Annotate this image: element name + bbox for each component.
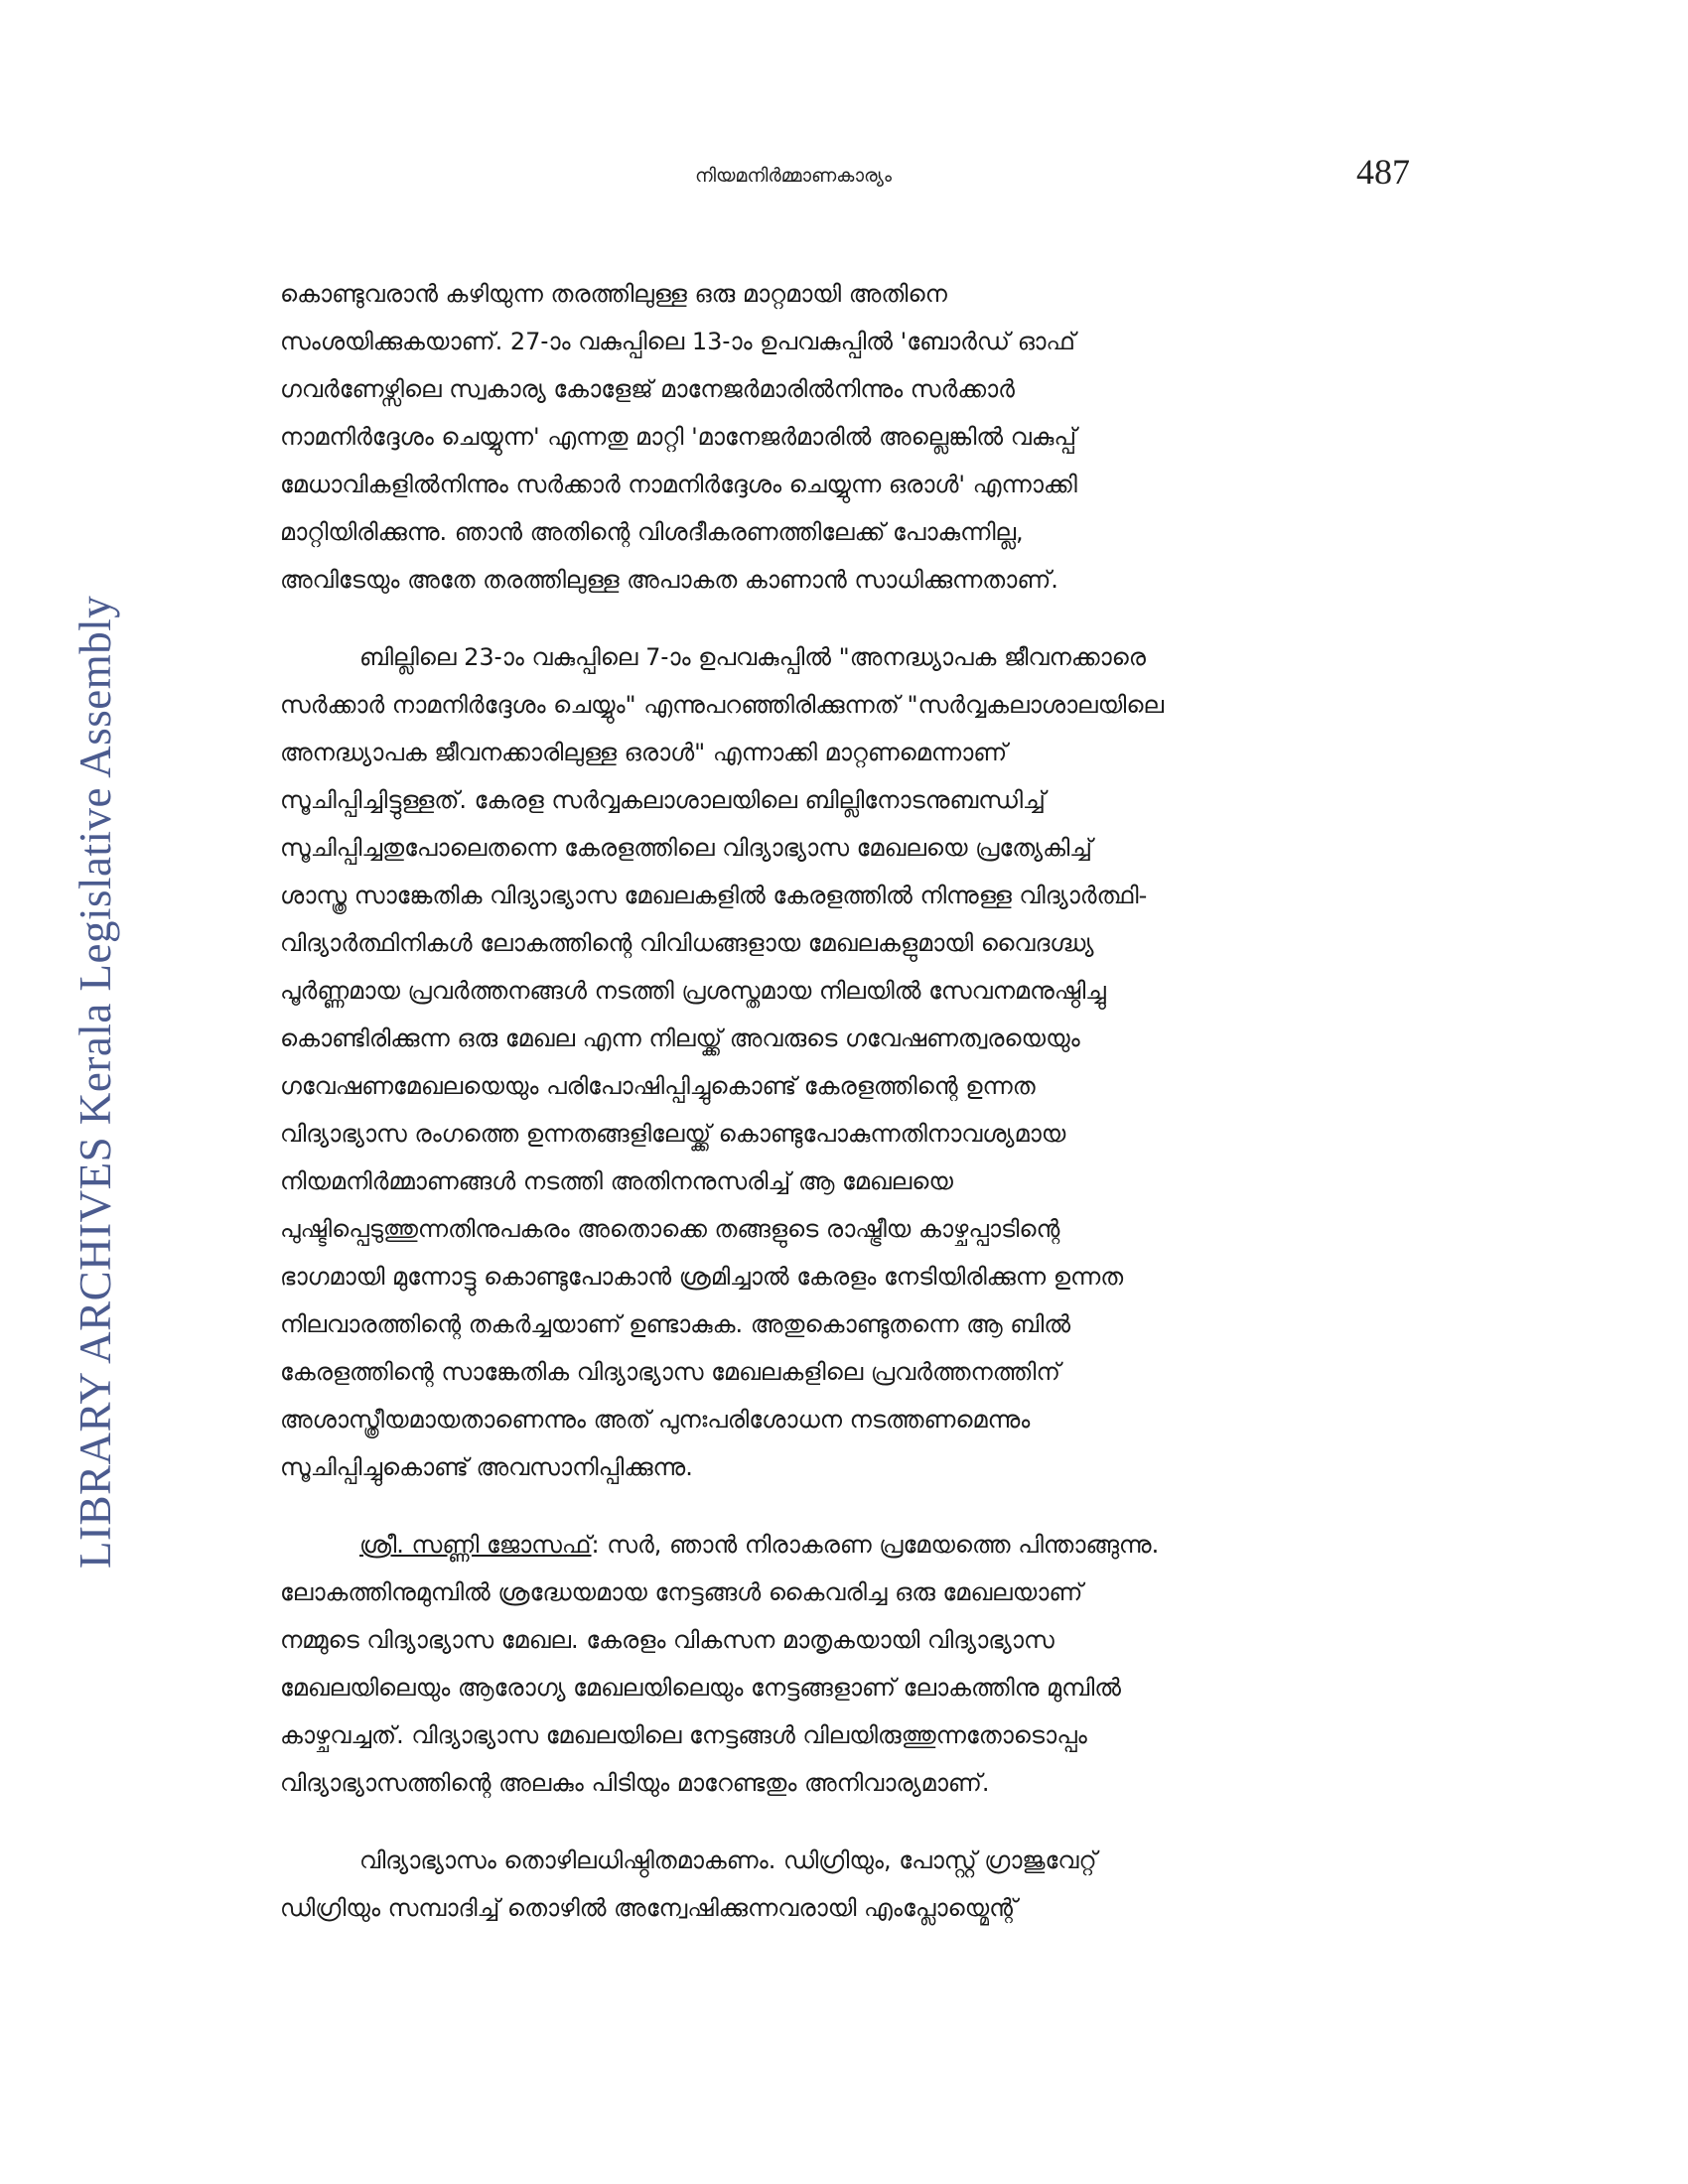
text-line: മേധാവികളിൽനിന്നും സർക്കാർ നാമനിർദ്ദേശം ചെയ്യുന്ന ഒരാൾ' എന്നാക്കി bbox=[280, 471, 1077, 498]
speaker-name: ശ്രീ. സണ്ണി ജോസഫ് bbox=[359, 1531, 592, 1559]
text-line: വിദ്യാഭ്യാസ രംഗത്തെ ഉന്നതങ്ങളിലേയ്ക്ക് കൊണ്ടുപോകുന്നതിനാവശ്യമായ bbox=[280, 1120, 1066, 1148]
text-line: ശാസ്ത്ര സാങ്കേതിക വിദ്യാഭ്യാസ മേഖലകളിൽ കേരളത്തിൽ നിന്നുള്ള വിദ്യാർത്ഥി- bbox=[280, 882, 1148, 909]
text-line: മേഖലയിലെയും ആരോഗ്യ മേഖലയിലെയും നേട്ടങ്ങളാണ് ലോകത്തിനു മുമ്പിൽ bbox=[280, 1674, 1122, 1702]
text-line: നമ്മുടെ വിദ്യാഭ്യാസ മേഖല. കേരളം വികസന മാതൃകയായി വിദ്യാഭ്യാസ bbox=[280, 1626, 1055, 1654]
text-line: നാമനിർദ്ദേശം ചെയ്യുന്ന' എന്നതു മാറ്റി 'മാനേജർമാരിൽ അല്ലെങ്കിൽ വകുപ്പ് bbox=[280, 423, 1077, 451]
text-line: അനദ്ധ്യാപക ജീവനക്കാരിലുള്ള ഒരാൾ" എന്നാക്കി മാറ്റണമെന്നാണ് bbox=[280, 739, 1008, 766]
text-line: ബില്ലിലെ 23-ാം വകുപ്പിലെ 7-ാം ഉപവകുപ്പിൽ "അനദ്ധ്യാപക ജീവനക്കാരെ bbox=[359, 643, 1146, 671]
text-line: കൊണ്ടിരിക്കുന്ന ഒരു മേഖല എന്ന നിലയ്ക്ക് അവരുടെ ഗവേഷണത്വരയെയും bbox=[280, 1024, 1080, 1052]
text-line: നിയമനിർമ്മാണങ്ങൾ നടത്തി അതിനനുസരിച്ച് ആ മേഖലയെ bbox=[280, 1167, 953, 1195]
text-line: മാറ്റിയിരിക്കുന്നു. ഞാൻ അതിന്റെ വിശദീകരണത്തിലേക്ക് പോകുന്നില്ല, bbox=[280, 518, 1024, 546]
paragraph-1 bbox=[280, 270, 1402, 604]
text-line: വിദ്യാഭ്യാസത്തിന്റെ അലകും പിടിയും മാറേണ്ടതും അനിവാര്യമാണ്. bbox=[280, 1769, 990, 1797]
text-line bbox=[280, 1521, 1402, 1569]
speech-opening: : സർ, ഞാൻ നിരാകരണ പ്രമേയത്തെ പിന്താങ്ങുന്നു. bbox=[591, 1531, 1160, 1559]
text-line: കാഴ്ചവച്ചത്. വിദ്യാഭ്യാസ മേഖലയിലെ നേട്ടങ്ങൾ വിലയിരുത്തുന്നതോടൊപ്പം bbox=[280, 1721, 1087, 1749]
text-line: സൂചിപ്പിച്ചതുപോലെതന്നെ കേരളത്തിലെ വിദ്യാഭ്യാസ മേഖലയെ പ്രത്യേകിച്ച് bbox=[280, 834, 1092, 862]
paragraph-4 bbox=[280, 1837, 1402, 1932]
text-line: സൂചിപ്പിച്ചിട്ടുള്ളത്. കേരള സർവ്വകലാശാലയിലെ ബില്ലിനോടനുബന്ധിച്ച് bbox=[280, 786, 1046, 814]
paragraph-3 bbox=[280, 1521, 1402, 1807]
paragraph-2 bbox=[280, 633, 1402, 1491]
text-line: നിലവാരത്തിന്റെ തകർച്ചയാണ് ഉണ്ടാകുക. അതുകൊണ്ടുതന്നെ ആ ബിൽ bbox=[280, 1310, 1071, 1338]
text-line: ഭാഗമായി മുന്നോട്ടു കൊണ്ടുപോകാൻ ശ്രമിച്ചാൽ കേരളം നേടിയിരിക്കുന്ന ഉന്നത bbox=[280, 1263, 1124, 1291]
text-line: ഡിഗ്രിയും സമ്പാദിച്ച് തൊഴിൽ അന്വേഷിക്കുന്നവരായി എംപ്ലോയ്മെന്റ് bbox=[280, 1894, 1018, 1922]
text-line: അശാസ്ത്രീയമായതാണെന്നും അത് പുനഃപരിശോധന നടത്തണമെന്നും bbox=[280, 1406, 1031, 1433]
text-line: കൊണ്ടുവരാൻ കഴിയുന്ന തരത്തിലുള്ള ഒരു മാറ്റമായി അതിനെ bbox=[280, 280, 947, 308]
text-line: ലോകത്തിനുമുമ്പിൽ ശ്രദ്ധേയമായ നേട്ടങ്ങൾ കൈവരിച്ച ഒരു മേഖലയാണ് bbox=[280, 1578, 1083, 1606]
archive-watermark: LIBRARY ARCHIVES Kerala Legislative Assembly bbox=[70, 595, 120, 1569]
page-number: 487 bbox=[1356, 152, 1410, 192]
text-line: സംശയിക്കുകയാണ്. 27-ാം വകുപ്പിലെ 13-ാം ഉപവകുപ്പിൽ 'ബോർഡ് ഓഫ് bbox=[280, 328, 1075, 355]
text-line: വിദ്യാഭ്യാസം തൊഴിലധിഷ്ഠിതമാകണം. ഡിഗ്രിയും, പോസ്റ്റ് ഗ്രാജുവേറ്റ് bbox=[359, 1846, 1097, 1874]
text-line: ഗവേഷണമേഖലയെയും പരിപോഷിപ്പിച്ചുകൊണ്ട് കേരളത്തിന്റെ ഉന്നത bbox=[280, 1072, 1036, 1100]
running-title: നിയമനിർമ്മാണകാര്യം bbox=[695, 165, 892, 187]
text-line: കേരളത്തിന്റെ സാങ്കേതിക വിദ്യാഭ്യാസ മേഖലകളിലെ പ്രവർത്തനത്തിന് bbox=[280, 1358, 1060, 1386]
document-body bbox=[280, 270, 1402, 1962]
text-line: പുഷ്ടിപ്പെടുത്തുന്നതിനുപകരം അതൊക്കെ തങ്ങളുടെ രാഷ്ട്രീയ കാഴ്ചപ്പാടിന്റെ bbox=[280, 1215, 1060, 1243]
text-line: അവിടേയും അതേ തരത്തിലുള്ള അപാകത കാണാൻ സാധിക്കുന്നതാണ്. bbox=[280, 566, 1058, 594]
text-line: സർക്കാർ നാമനിർദ്ദേശം ചെയ്യും" എന്നുപറഞ്ഞിരിക്കുന്നത് "സർവ്വകലാശാലയിലെ bbox=[280, 691, 1165, 719]
text-line: ഗവർണേഴ്സിലെ സ്വകാര്യ കോളേജ് മാനേജർമാരിൽനിന്നും സർക്കാർ bbox=[280, 375, 1015, 403]
text-line: പൂർണ്ണമായ പ്രവർത്തനങ്ങൾ നടത്തി പ്രശസ്തമായ നിലയിൽ സേവനമനുഷ്ഠിച്ചു bbox=[280, 977, 1106, 1005]
text-line: വിദ്യാർത്ഥിനികൾ ലോകത്തിന്റെ വിവിധങ്ങളായ മേഖലകളുമായി വൈദഗ്ദ്ധ്യ bbox=[280, 929, 1094, 957]
text-line: സൂചിപ്പിച്ചുകൊണ്ട് അവസാനിപ്പിക്കുന്നു. bbox=[280, 1453, 693, 1481]
